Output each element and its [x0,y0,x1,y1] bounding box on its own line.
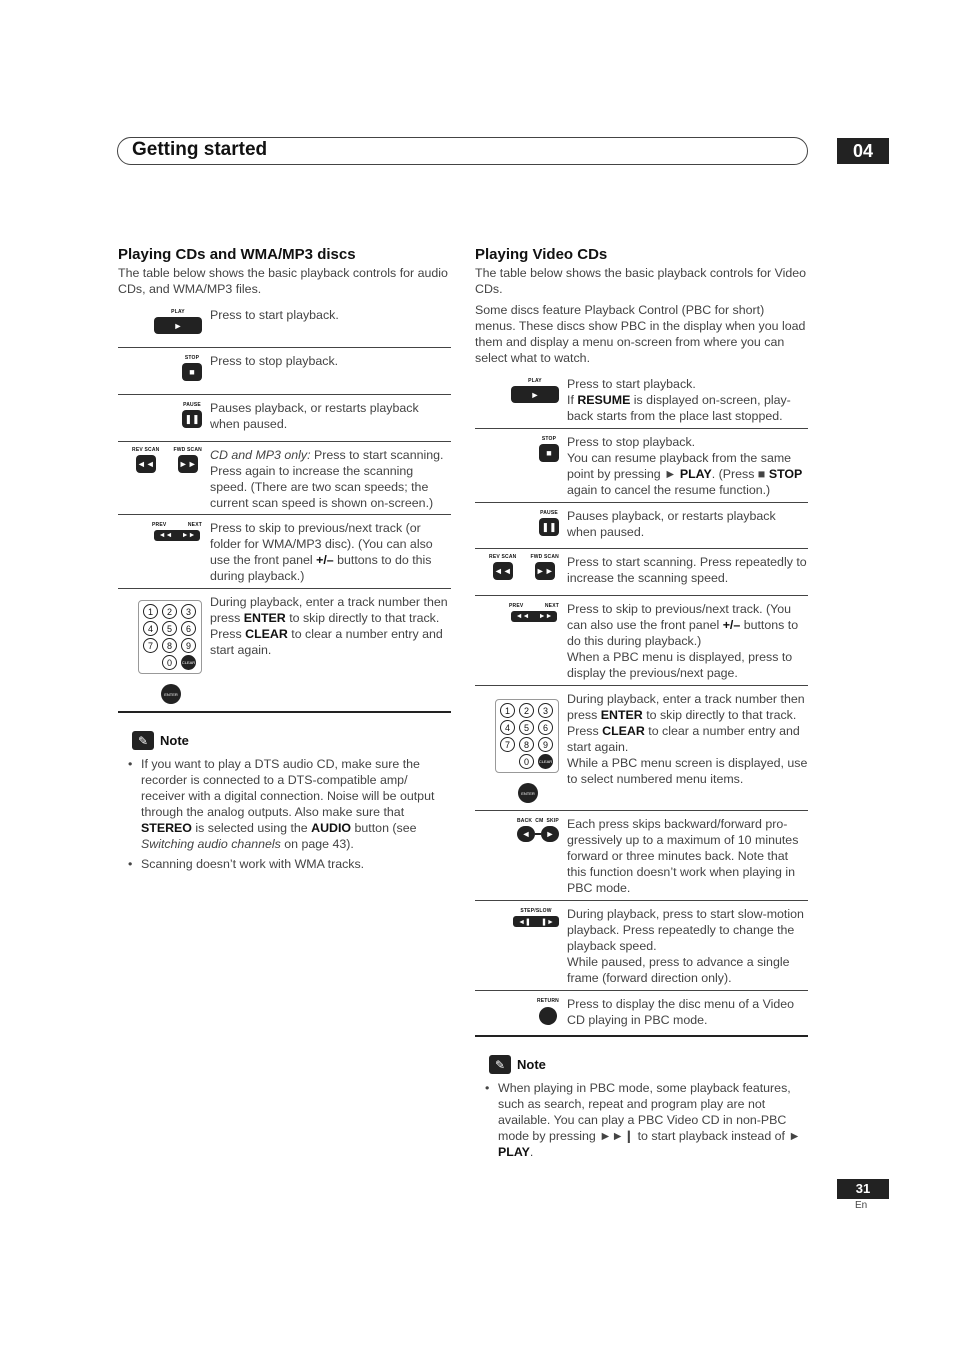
number-key[interactable]: 3 [538,703,553,718]
stop-button[interactable]: STOP ■ [182,355,202,387]
rev-scan-button[interactable]: REV SCAN ◄◄ [489,554,516,588]
fwd-scan-button[interactable]: FWD SCAN ►► [173,447,202,507]
number-key[interactable]: 1 [143,604,158,619]
skip-next-icon: ►► [181,532,196,539]
number-key[interactable]: 6 [181,621,196,636]
cm-skip-button[interactable]: BACK CM SKIP ◄ ► [517,818,559,893]
fast-forward-icon: ►► [178,455,198,473]
play-icon: ► [511,386,559,403]
clear-button[interactable]: CLEAR [181,655,196,670]
right-column [475,246,808,1164]
row-keypad: 1 2 3 4 5 6 7 8 9 0 CLEAR ENTER During playback, enter a track number then press ENTER to skip directly to that track. Press CLEAR to clear a number entry and start again. [118,589,451,711]
note-pencil-icon: ✎ [489,1055,511,1074]
note-pencil-icon: ✎ [132,731,154,750]
row-cm-skip: BACK CM SKIP ◄ ► Each press skips backward/forward pro-gressively up to a maximum of 10 minutes forward or three minutes back. Note that this function doesn’t work when playing in PBC mode. [475,811,808,901]
pause-button[interactable]: PAUSE ❚❚ [182,402,202,434]
row-keypad: 1 2 3 4 5 6 7 8 9 0 CLEAR ENTER During playback, enter a track number then press ENTER to skip directly to that track. Press CLEAR to clear a number entry and start again. While a PBC menu screen is displayed, use to select numbered menu items. [475,686,808,811]
intro-text-pbc: Some discs feature Playback Control (PBC for short) menus. These discs show PBC in the display when you load them and display a menu on-screen from where you can select what to watch. [475,303,806,365]
page-number: 31 [837,1179,889,1199]
rev-scan-button[interactable]: REV SCAN ◄◄ [132,447,159,507]
row-pause: PAUSE ❚❚ Pauses playback, or restarts playback when paused. [118,395,451,442]
play-button[interactable]: PLAY ► [511,378,559,421]
number-key[interactable]: 5 [519,720,534,735]
pause-button[interactable]: PAUSE ❚❚ [539,510,559,541]
note-item: • Scanning doesn’t work with WMA tracks. [132,856,451,872]
number-key[interactable]: 4 [143,621,158,636]
stop-icon: ■ [539,444,559,462]
section-heading-cds: Playing CDs and WMA/MP3 discs [118,246,356,263]
section-heading-vcds: Playing Video CDs [475,246,608,263]
row-play: PLAY ► Press to start playback. [118,302,451,348]
keypad-spacer [143,655,158,670]
return-button[interactable]: RETURN [537,998,559,1028]
left-column [118,246,451,876]
row-skip: PREV NEXT ◄◄ ►► Press to skip to previous/next track (or folder for WMA/MP3 disc). (You can also use the front panel +/– buttons to do this during playback.) [118,515,451,589]
step-forward-icon: ❚► [541,918,554,926]
number-key[interactable]: 0 [519,754,534,769]
number-key[interactable]: 0 [162,655,177,670]
note-box-cds: ✎ Note • If you want to play a DTS audio CD, make sure the recorder is connected to a DTS-compatible amp/ receiver with a digital connection. Noise will be output through the analog outputs. Also make sure that STEREO is selected using the AUDIO button (see Switching audio channels on page 43). • Scanning doesn’t work with WMA tracks. [118,731,451,872]
rewind-icon: ◄◄ [493,562,513,580]
note-item: • When playing in PBC mode, some playback features, such as search, repeat and program play are not available. You can play a PBC Video CD in non-PBC mode by pressing ►►❙ to start playback instead of ► PLAY. [489,1080,808,1160]
number-key[interactable]: 7 [500,737,515,752]
play-icon: ► [154,317,202,334]
row-stop: STOP ■ Press to stop playback. You can resume playback from the same point by pressing ► PLAY. (Press ■ STOP again to cancel the resume function.) [475,429,808,503]
number-key[interactable]: 2 [519,703,534,718]
pause-icon: ❚❚ [539,518,559,536]
row-play: PLAY ► Press to start playback. If RESUME is displayed on-screen, play-back starts from the place last stopped. [475,371,808,429]
skip-previous-icon: ◄◄ [158,532,173,539]
stop-icon: ■ [182,363,202,381]
number-keypad [495,699,559,773]
number-keypad [138,600,202,674]
row-pause: PAUSE ❚❚ Pauses playback, or restarts playback when paused. [475,503,808,549]
row-return: RETURN Press to display the disc menu of a Video CD playing in PBC mode. [536,997,795,1027]
number-key[interactable]: 4 [500,720,515,735]
enter-button[interactable]: ENTER [161,684,181,704]
number-key[interactable]: 9 [181,638,196,653]
pause-icon: ❚❚ [182,410,202,428]
number-key[interactable]: 7 [143,638,158,653]
cm-skip-icon: ► [541,826,559,842]
number-key[interactable]: 6 [538,720,553,735]
cm-back-icon: ◄ [517,826,535,842]
page-language: En [855,1200,868,1211]
number-key[interactable]: 8 [162,638,177,653]
intro-text: The table below shows the basic playback controls for Video CDs. [475,266,807,296]
row-step-slow: STEP/SLOW ◄❚ ❚► During playback, press to start slow-motion playback. Press repeatedly to change the playback speed. While paused, press to advance a single frame (forward direction only). [475,901,808,991]
number-key[interactable]: 3 [181,604,196,619]
return-icon [536,1004,561,1029]
number-key[interactable]: 2 [162,604,177,619]
row-stop: STOP ■ Press to stop playback. [118,348,451,395]
row-scan: REV SCAN ◄◄ FWD SCAN ►► CD and MP3 only: Press to start scanning. Press again to increase the scanning speed. (There are two scan speeds; the current scan speed is shown on-screen.) [118,442,451,515]
step-slow-button[interactable]: STEP/SLOW ◄❚ ❚► [513,908,559,983]
note-box-vcds: ✎ Note • When playing in PBC mode, some playback features, such as search, repeat and program play are not available. You can play a PBC Video CD in non-PBC mode by pressing ►►❙ to start playback instead of ► PLAY. [475,1055,808,1160]
fwd-scan-button[interactable]: FWD SCAN ►► [530,554,559,588]
intro-text: The table below shows the basic playback controls for audio CDs, and WMA/MP3 files. [118,266,448,296]
skip-previous-icon: ◄◄ [515,613,530,620]
keypad-spacer [500,754,515,769]
prev-next-button[interactable]: PREV NEXT ◄◄ ►► [152,522,202,539]
skip-next-icon: ►► [538,613,553,620]
number-key[interactable]: 1 [500,703,515,718]
number-key[interactable]: 5 [162,621,177,636]
step-back-icon: ◄❚ [518,918,531,926]
page-title: Getting started [132,139,268,160]
row-skip: PREV NEXT ◄◄ ►► Press to skip to previous/next track. (You can also use the front panel +/– buttons to do this during playback.) When a PBC menu is displayed, press to display the previous/next page. [475,596,808,686]
note-item: • If you want to play a DTS audio CD, make sure the recorder is connected to a DTS-compatible amp/ receiver with a digital connection. Noise will be output through the analog outputs. Also make sure that STEREO is selected using the AUDIO button (see Switching audio channels on page 43). [132,756,451,852]
play-button[interactable]: PLAY ► [154,309,202,340]
stop-button[interactable]: STOP ■ [539,436,559,495]
enter-button[interactable]: ENTER [518,783,538,803]
number-key[interactable]: 8 [519,737,534,752]
controls-table-vcds [475,371,808,1037]
chapter-number: 04 [837,138,889,164]
clear-button[interactable]: CLEAR [538,754,553,769]
row-scan: REV SCAN ◄◄ FWD SCAN ►► Press to start scanning. Press repeatedly to increase the scanning speed. [475,549,808,596]
prev-next-button[interactable]: PREV NEXT ◄◄ ►► [509,603,559,620]
controls-table-cds [118,302,451,713]
fast-forward-icon: ►► [535,562,555,580]
number-key[interactable]: 9 [538,737,553,752]
rewind-icon: ◄◄ [136,455,156,473]
